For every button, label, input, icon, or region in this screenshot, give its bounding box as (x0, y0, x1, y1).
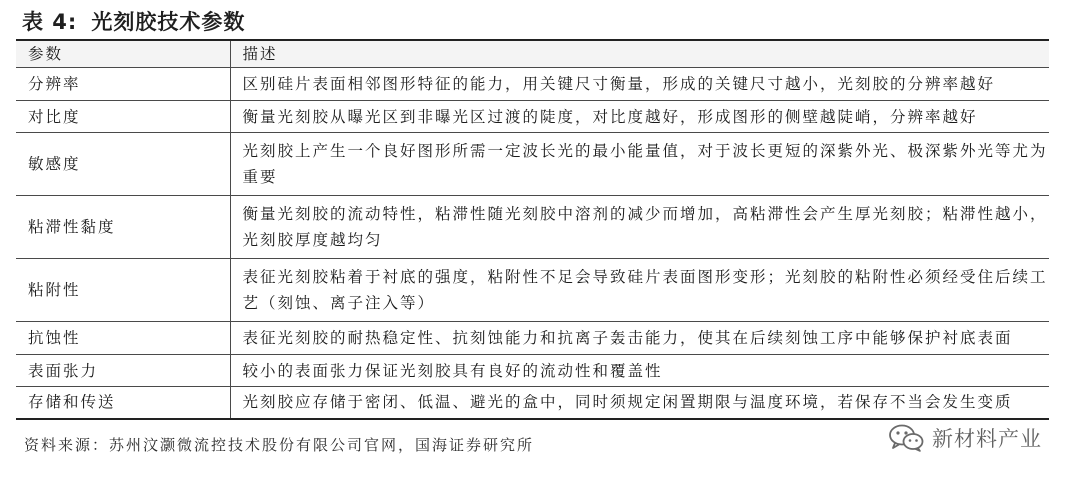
table-row (16, 68, 1049, 101)
table-row (16, 387, 1049, 419)
desc-cell: 衡量光刻胶从曝光区到非曝光区过渡的陡度，对比度越好，形成图形的侧壁越陡峭，分辨率越好 (230, 101, 1049, 133)
desc-cell: 区别硅片表面相邻图形特征的能力，用关键尺寸衡量，形成的关键尺寸越小，光刻胶的分辨率越好 (230, 68, 1049, 101)
desc-cell: 光刻胶上产生一个良好图形所需一定波长光的最小能量值，对于波长更短的深紫外光、极深紫外光等尤为重要 (230, 133, 1049, 196)
desc-cell: 衡量光刻胶的流动特性，粘滞性随光刻胶中溶剂的减少而增加，高粘滞性会产生厚光刻胶；粘滞性越小，光刻胶厚度越均匀 (230, 196, 1049, 259)
table-row (16, 196, 1049, 259)
wechat-icon (888, 424, 924, 452)
header-param: 参数 (16, 40, 230, 68)
table-header-row (16, 40, 1049, 68)
table-row (16, 101, 1049, 133)
param-cell: 敏感度 (16, 133, 230, 196)
watermark-text: 新材料产业 (932, 427, 1042, 451)
desc-cell: 较小的表面张力保证光刻胶具有良好的流动性和覆盖性 (230, 355, 1049, 387)
watermark (888, 423, 1042, 453)
table-row (16, 133, 1049, 196)
table-row (16, 259, 1049, 322)
desc-cell: 表征光刻胶的耐热稳定性、抗刻蚀能力和抗离子轰击能力，使其在后续刻蚀工序中能够保护衬底表面 (230, 322, 1049, 355)
table-row (16, 355, 1049, 387)
desc-cell: 表征光刻胶粘着于衬底的强度，粘附性不足会导致硅片表面图形变形；光刻胶的粘附性必须经受住后续工艺（刻蚀、离子注入等） (230, 259, 1049, 322)
parameters-table (16, 39, 1049, 420)
param-cell: 对比度 (16, 101, 230, 133)
param-cell: 存储和传送 (16, 387, 230, 419)
table-title-text: 光刻胶技术参数 (91, 10, 246, 34)
param-cell: 粘滞性黏度 (16, 196, 230, 259)
desc-cell: 光刻胶应存储于密闭、低温、避光的盒中，同时须规定闲置期限与温度环境，若保存不当会发生变质 (230, 387, 1049, 419)
table-number: 表 4: (22, 10, 78, 34)
param-cell: 粘附性 (16, 259, 230, 322)
param-cell: 抗蚀性 (16, 322, 230, 355)
param-cell: 表面张力 (16, 355, 230, 387)
table-title (22, 6, 245, 36)
table-row (16, 322, 1049, 355)
header-desc: 描述 (230, 40, 1049, 68)
param-cell: 分辨率 (16, 68, 230, 101)
source-note: 资料来源：苏州汶灏微流控技术股份有限公司官网，国海证券研究所 (24, 436, 535, 454)
